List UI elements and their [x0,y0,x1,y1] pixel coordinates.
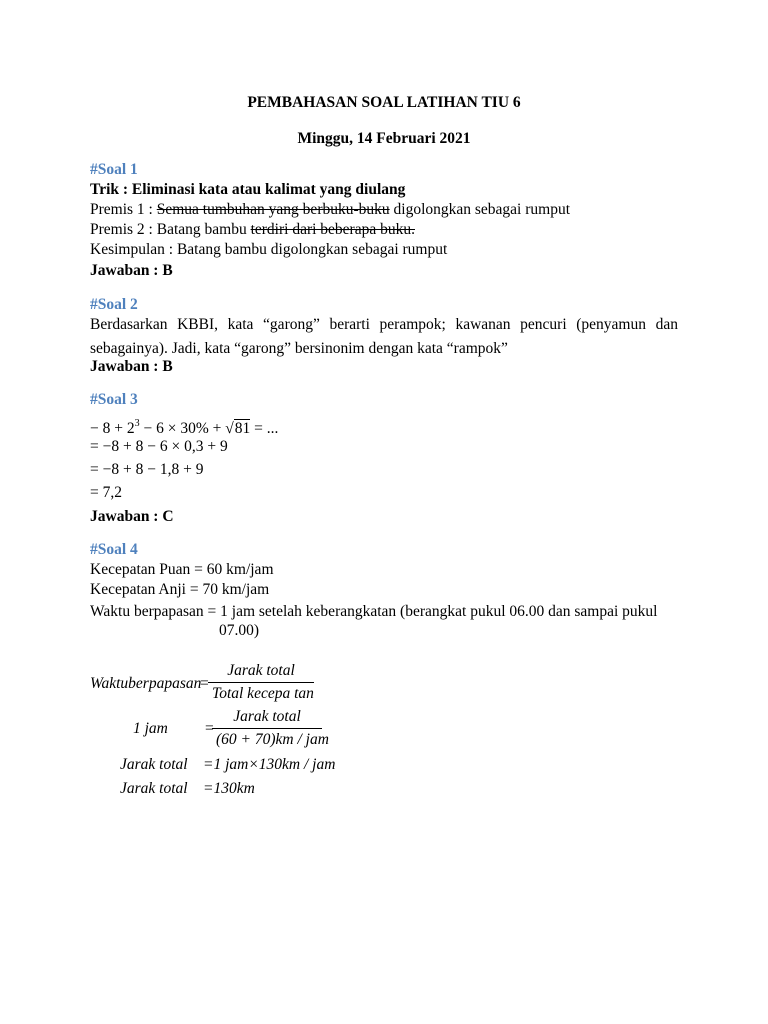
soal-3-jawaban: Jawaban : C [90,508,174,525]
document-page [90,0,678,1024]
eq-3-lhs: Jarak total [120,756,188,773]
soal-4-waktu-line-2: 07.00) [219,622,260,639]
soal-3-line-2: = −8 + 8 − 6 × 0,3 + 9 [90,438,228,455]
soal-2-jawaban: Jawaban : B [90,358,173,375]
soal-2-text: Berdasarkan KBBI, kata “garong” berarti perampok; kawanan pencuri (penyamun dan sebagainya). Jadi, kata “garong” bersinonim dengan kata “rampok” [90,316,678,357]
eq-1-equals: = [200,675,209,692]
soal-1-trik: Trik : Eliminasi kata atau kalimat yang diulang [90,181,406,198]
soal-1-premis-1 [90,200,570,220]
soal-3-line-4: = 7,2 [90,484,122,501]
eq-1-numerator: Jarak total [208,662,314,683]
eq-2-fraction [212,708,329,749]
eq-2-numerator: Jarak total [212,708,322,729]
soal-1-kesimpulan: Kesimpulan : Batang bambu digolongkan sebagai rumput [90,241,448,258]
soal-3-heading: #Soal 3 [90,391,138,408]
soal-4-kecepatan-anji: Kecepatan Anji = 70 km/jam [90,581,270,598]
expr-part-b: − 6 × 30% + [139,420,226,437]
eq-4-lhs: Jarak total [120,780,188,797]
soal-1-jawaban: Jawaban : B [90,262,173,279]
premis-1-prefix: Premis 1 : [90,201,157,218]
eq-1-denominator: Total kecepa tan [212,685,314,702]
soal-3-line-3: = −8 + 8 − 1,8 + 9 [90,461,204,478]
premis-1-struck-text: Semua tumbuhan yang berbuku-buku [156,201,390,218]
sqrt-radicand: 81 [234,420,251,437]
premis-2-prefix: Premis 2 : Batang bambu [90,221,251,238]
soal-4-waktu-line-1: Waktu berpapasan = 1 jam setelah keberangkatan (berangkat pukul 06.00 dan sampai pukul [90,603,658,620]
eq-3-rhs: =1 jam×130km / jam [203,756,336,773]
expr-part-a: − 8 + 2 [90,420,135,437]
soal-3-line-1 [90,414,278,439]
eq-1-lhs: Waktuberpapasan [90,675,202,692]
sqrt-symbol: √ [225,420,234,437]
premis-2-struck-text: terdiri dari beberapa buku. [250,221,415,238]
eq-2-equals: = [205,720,214,737]
expr-part-c: = ... [250,420,279,437]
soal-4-kecepatan-puan: Kecepatan Puan = 60 km/jam [90,561,274,578]
premis-1-rest: digolongkan sebagai rumput [389,201,571,218]
eq-2-lhs: 1 jam [133,720,168,737]
document-date: Minggu, 14 Februari 2021 [297,130,471,147]
eq-4-rhs: =130km [203,780,255,797]
soal-1-heading: #Soal 1 [90,161,138,178]
eq-1-fraction [208,662,314,703]
eq-2-denominator: (60 + 70)km / jam [216,731,329,748]
soal-2-heading: #Soal 2 [90,296,138,313]
exponent: 3 [134,418,140,429]
document-title: PEMBAHASAN SOAL LATIHAN TIU 6 [247,94,521,111]
soal-1-premis-2 [90,220,415,240]
soal-4-heading: #Soal 4 [90,541,138,558]
